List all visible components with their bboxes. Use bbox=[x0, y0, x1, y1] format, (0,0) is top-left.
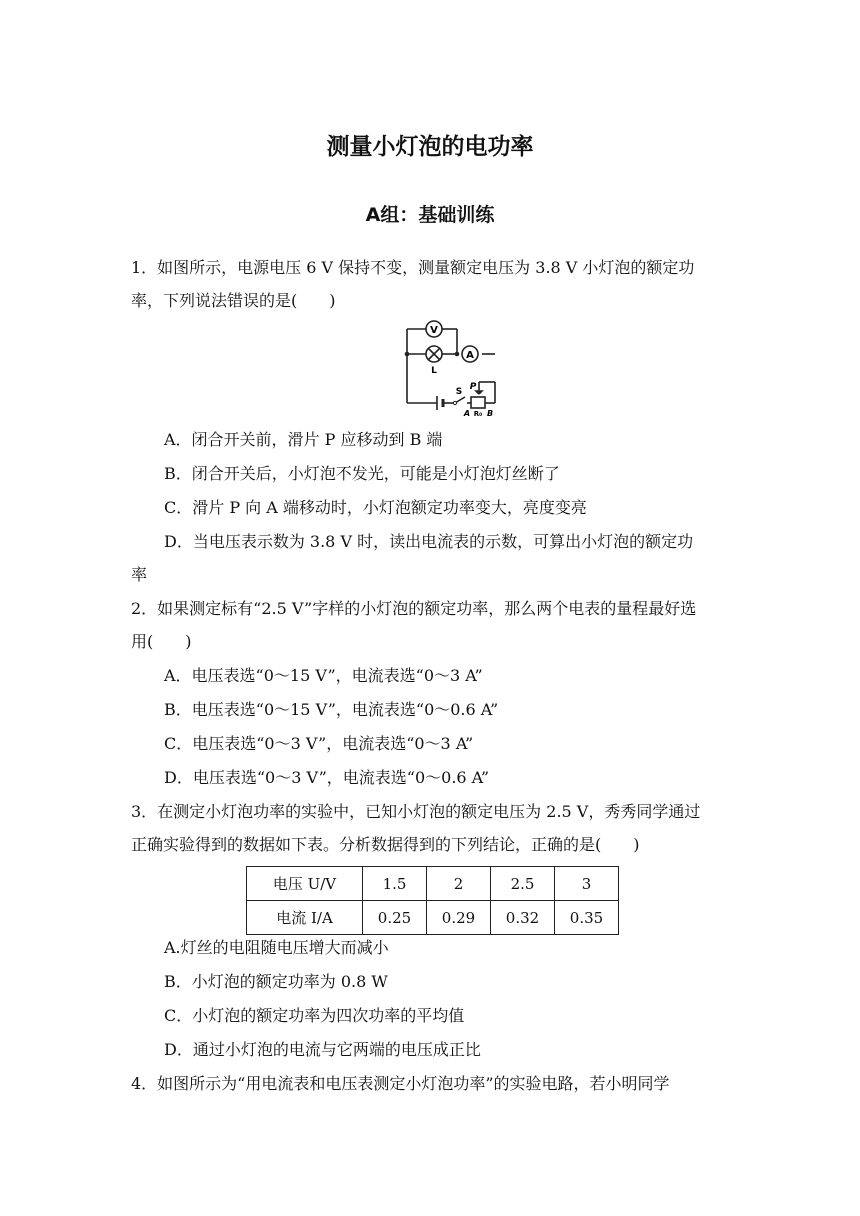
rheostat-label: R₀ bbox=[473, 410, 483, 418]
question-3-option-a: A.灯丝的电阻随电压增大而减小 bbox=[164, 938, 389, 957]
question-3-line-1: 3．在测定小灯泡功率的实验中，已知小灯泡的额定电压为 2.5 V，秀秀同学通过 bbox=[131, 802, 701, 821]
table-row bbox=[247, 901, 619, 935]
rheostat-end-b-label: B bbox=[486, 409, 494, 418]
question-2-option-c: C．电压表选“0～3 V”，电流表选“0～3 A” bbox=[164, 734, 474, 753]
rheostat-end-a-label: A bbox=[463, 409, 471, 418]
table-cell: 0.29 bbox=[427, 901, 491, 935]
page-title: 测量小灯泡的电功率 bbox=[326, 134, 534, 160]
table-header-voltage: 电压 U/V bbox=[247, 867, 363, 901]
table-cell: 2.5 bbox=[491, 867, 555, 901]
circuit-diagram bbox=[395, 318, 497, 418]
question-2-line-1: 2．如果测定标有“2.5 V”字样的小灯泡的额定功率，那么两个电表的量程最好选 bbox=[131, 599, 697, 618]
question-1-line-2: 率，下列说法错误的是( ) bbox=[131, 291, 336, 310]
table-cell: 1.5 bbox=[363, 867, 427, 901]
table-cell: 0.35 bbox=[555, 901, 619, 935]
switch-label: S bbox=[455, 387, 463, 397]
question-3-option-d: D．通过小灯泡的电流与它两端的电压成正比 bbox=[164, 1040, 481, 1059]
voltmeter-label: V bbox=[430, 325, 438, 336]
question-4-line-1: 4．如图所示为“用电流表和电压表测定小灯泡功率”的实验电路，若小明同学 bbox=[131, 1074, 670, 1093]
question-1-option-d-wrap: 率 bbox=[131, 565, 148, 584]
ammeter-label: A bbox=[466, 350, 474, 361]
question-2-option-b: B．电压表选“0～15 V”，电流表选“0～0.6 A” bbox=[164, 700, 499, 719]
question-1-option-a: A．闭合开关前，滑片 P 应移动到 B 端 bbox=[164, 430, 443, 449]
table-row bbox=[247, 867, 619, 901]
question-3-option-c: C．小灯泡的额定功率为四次功率的平均值 bbox=[164, 1006, 465, 1025]
question-1-option-b: B．闭合开关后，小灯泡不发光，可能是小灯泡灯丝断了 bbox=[164, 464, 560, 483]
question-1-option-c: C．滑片 P 向 A 端移动时，小灯泡额定功率变大，亮度变亮 bbox=[164, 498, 587, 517]
section-heading: A组：基础训练 bbox=[365, 204, 495, 226]
question-3-option-b: B．小灯泡的额定功率为 0.8 W bbox=[164, 972, 388, 991]
table-cell: 3 bbox=[555, 867, 619, 901]
question-1-option-d: D．当电压表示数为 3.8 V 时，读出电流表的示数，可算出小灯泡的额定功 bbox=[164, 532, 694, 551]
question-2-option-a: A．电压表选“0～15 V”，电流表选“0～3 A” bbox=[164, 666, 483, 685]
slider-label: P bbox=[469, 382, 477, 392]
question-2-option-d: D．电压表选“0～3 V”，电流表选“0～0.6 A” bbox=[164, 768, 490, 787]
table-header-current: 电流 I/A bbox=[247, 901, 363, 935]
question-1-line-1: 1．如图所示，电源电压 6 V 保持不变，测量额定电压为 3.8 V 小灯泡的额定功 bbox=[131, 258, 695, 277]
table-cell: 0.25 bbox=[363, 901, 427, 935]
table-cell: 0.32 bbox=[491, 901, 555, 935]
lamp-label: L bbox=[431, 366, 437, 376]
question-2-line-2: 用( ) bbox=[131, 632, 192, 651]
data-table bbox=[246, 866, 619, 935]
table-cell: 2 bbox=[427, 867, 491, 901]
question-3-line-2: 正确实验得到的数据如下表。分析数据得到的下列结论，正确的是( ) bbox=[131, 835, 640, 854]
